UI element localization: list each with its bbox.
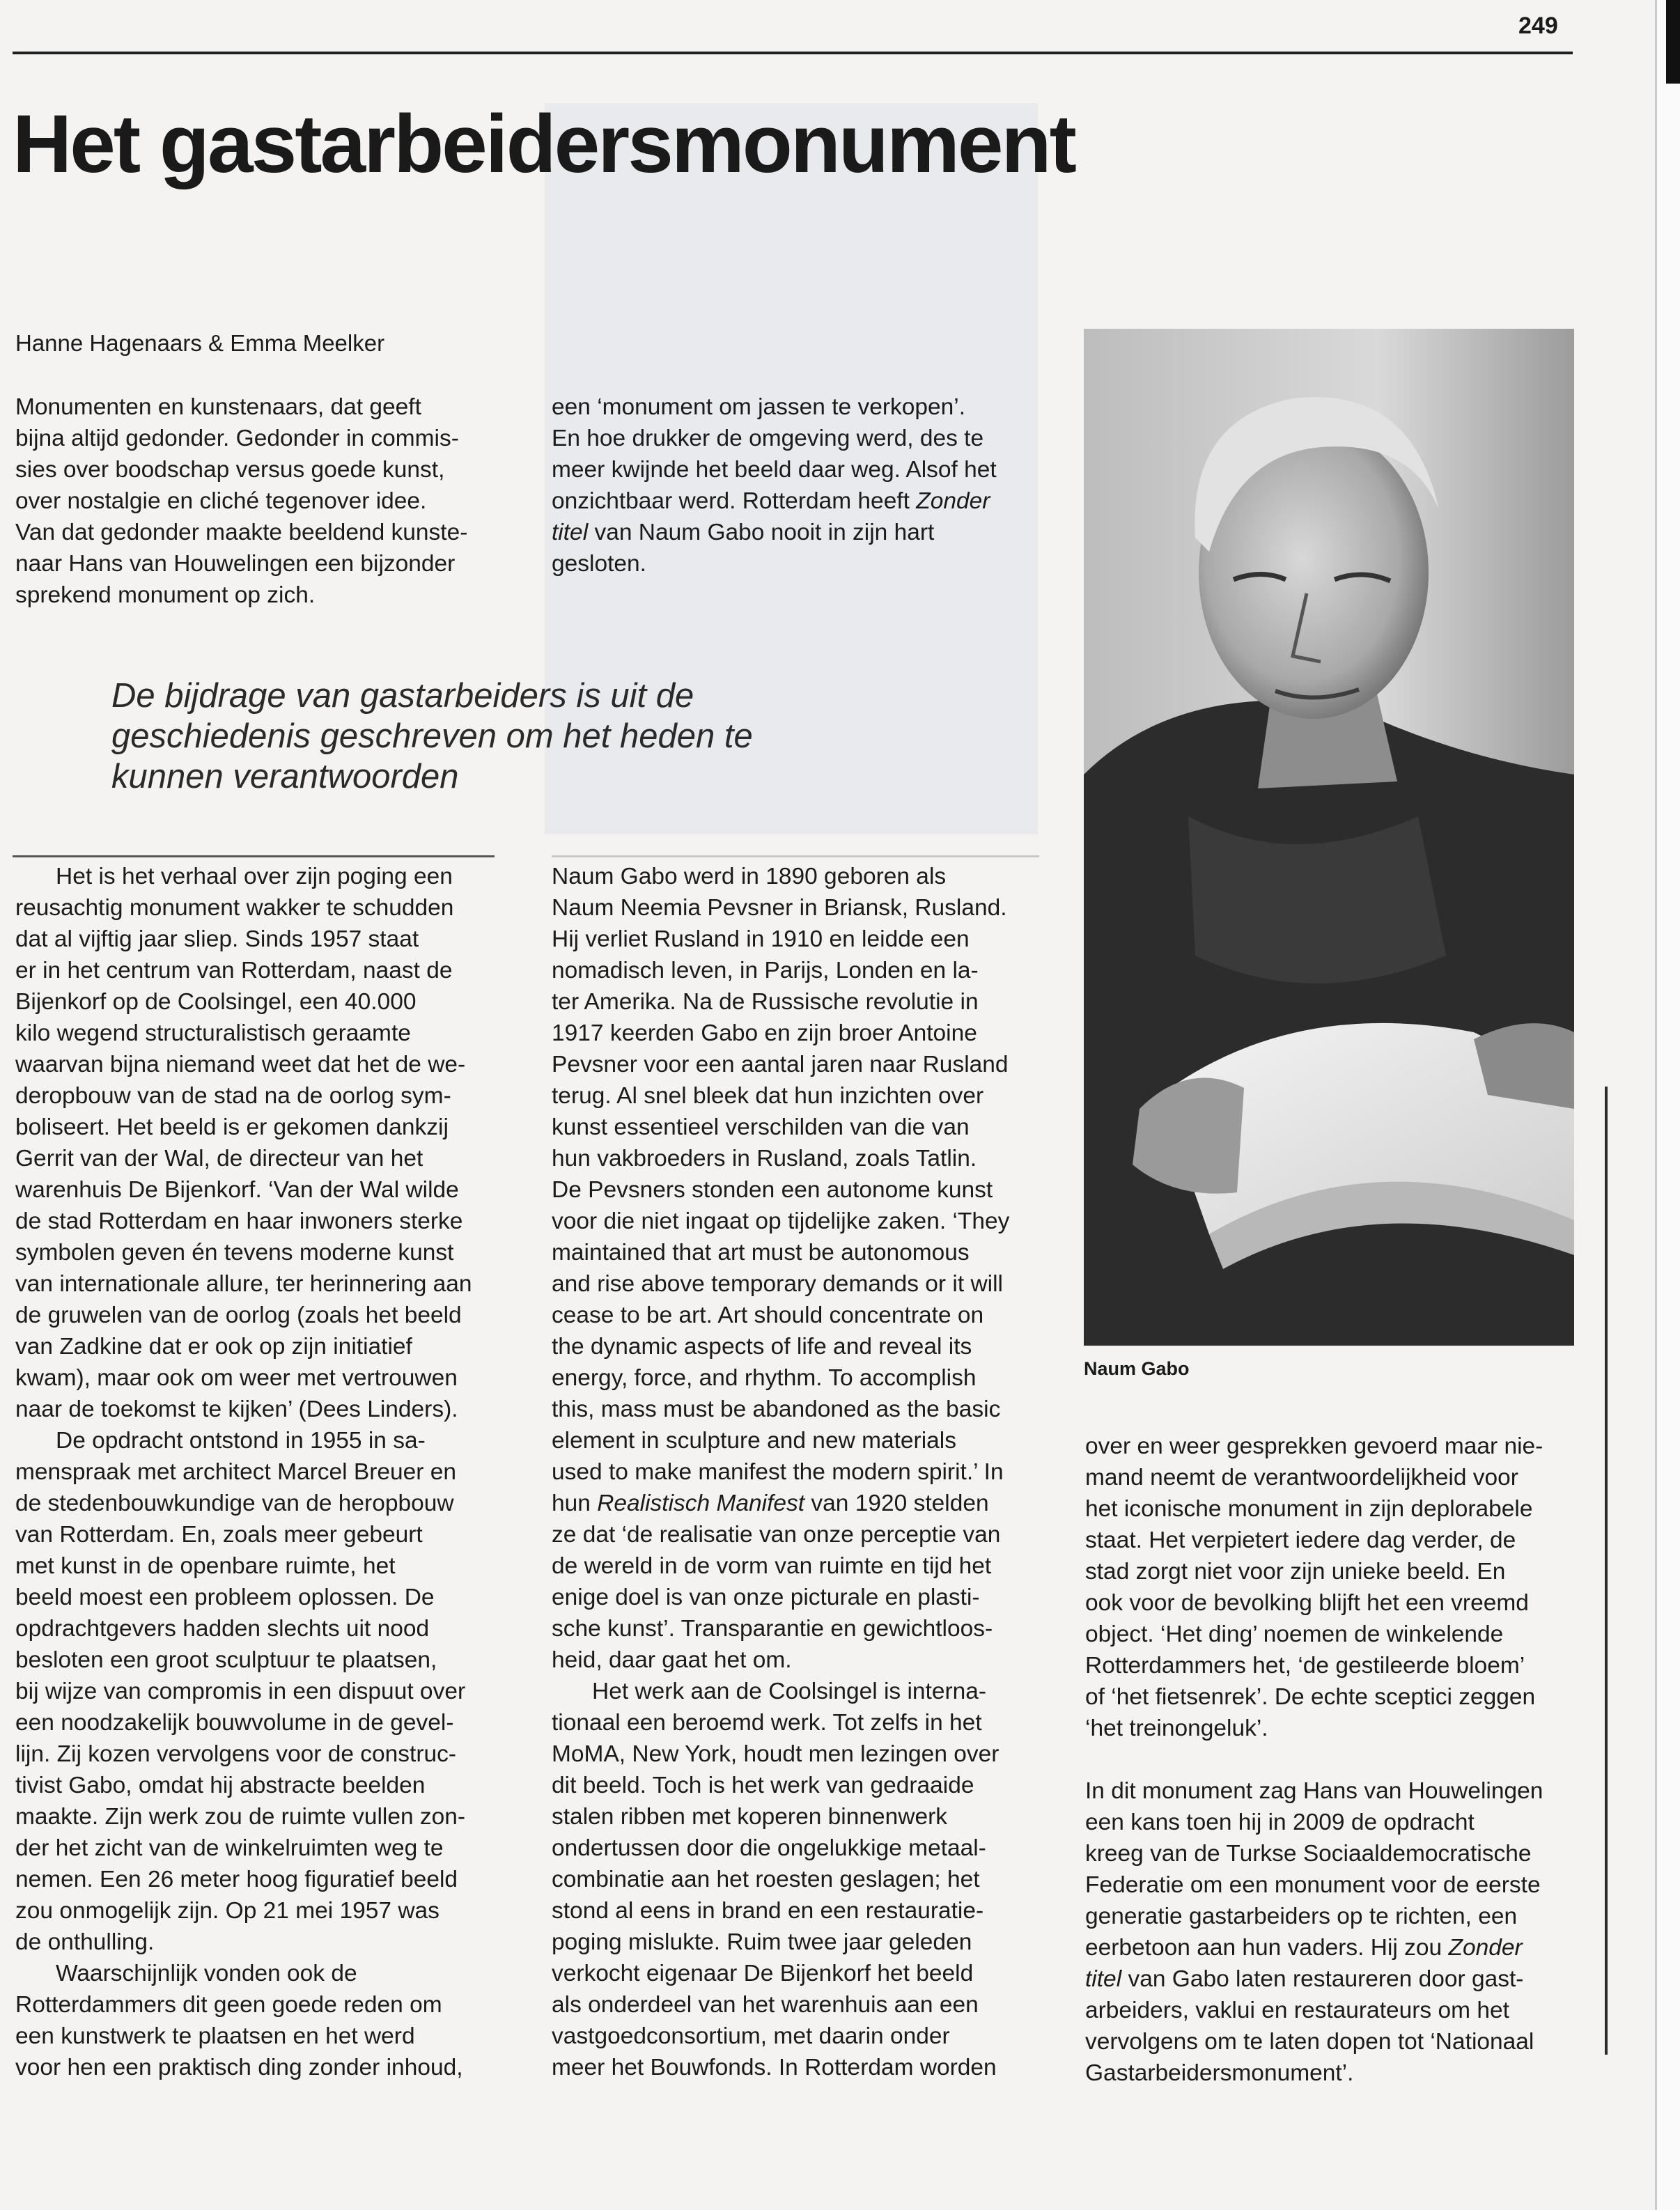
text-line: ook voor de bevolking blijft het een vreemd (1085, 1590, 1529, 1616)
text-line: De opdracht ontstond in 1955 in sa- (56, 1428, 426, 1454)
body-column-2 (552, 861, 1039, 2083)
text-line: nomadisch leven, in Parijs, Londen en la- (552, 958, 979, 983)
work-title-italic: Zonder (916, 488, 990, 514)
pull-quote-line: kunnen verantwoorden (111, 758, 459, 795)
text-line: arbeiders, vaklui en restaurateurs om het (1085, 1998, 1509, 2023)
text-line: eerbetoon aan hun vaders. (1085, 1935, 1364, 1961)
text-line: een kunstwerk te plaatsen en het werd (15, 2023, 415, 2049)
section-rule (13, 855, 495, 857)
text-line: de gruwelen van de oorlog (zoals het beeld (15, 1302, 462, 1328)
article-title: Het gastarbeidersmonument (13, 98, 1075, 190)
scan-corner (1666, 0, 1680, 84)
article-authors: Hanne Hagenaars & Emma Meelker (15, 330, 385, 356)
text-line: Het is het verhaal over zijn poging een (56, 864, 453, 889)
text-line: hun (552, 1491, 591, 1516)
text-line: voor die niet ingaat op tijdelijke zaken. ‘They (552, 1208, 1010, 1234)
text-line: cease to be art. Art should concentrate on (552, 1302, 984, 1328)
text-line: kunst essentieel verschilden van die van (552, 1114, 970, 1140)
intro-line: onzichtbaar werd. Rotterdam heeft (552, 488, 910, 514)
text-line: besloten een groot sculptuur te plaatsen, (15, 1647, 437, 1673)
intro-line: sprekend monument op zich. (15, 582, 316, 608)
text-line: ter Amerika. Na de Russische revolutie in (552, 989, 979, 1015)
paragraph (15, 1425, 501, 1958)
text-line: Waarschijnlijk vonden ook de (56, 1961, 357, 1986)
pull-quote-line: geschiedenis geschreven om het heden te (111, 717, 753, 755)
text-line: In dit monument zag Hans van Houwelingen (1085, 1778, 1543, 1804)
text-line: ze dat ‘de realisatie van onze perceptie van (552, 1522, 1001, 1548)
text-line: vastgoedconsortium, met daarin onder (552, 2023, 950, 2049)
text-line: over en weer gesprekken gevoerd maar nie- (1085, 1433, 1543, 1459)
text-line: element in sculpture and new materials (552, 1428, 956, 1454)
body-column-1 (15, 861, 501, 2083)
text-line: kwam), maar ook om weer met vertrouwen (15, 1365, 458, 1391)
text-line: staat. Het verpietert iedere dag verder, de (1085, 1527, 1516, 1553)
text-line: Gerrit van der Wal, de directeur van het (15, 1146, 423, 1172)
text-line: warenhuis De Bijenkorf. ‘Van der Wal wilde (15, 1177, 459, 1203)
text-line: terug. Al snel bleek dat hun inzichten over (552, 1083, 984, 1109)
text-line: Pevsner voor een aantal jaren naar Rusland (552, 1052, 1009, 1077)
text-line: poging mislukte. Ruim twee jaar geleden (552, 1929, 972, 1955)
text-line: van Zadkine dat er ook op zijn initiatief (15, 1334, 412, 1360)
text-line: Naum Neemia Pevsner in Briansk, Rusland. (552, 895, 1007, 921)
text-line: voor hen een praktisch ding zonder inhoud, (15, 2055, 463, 2080)
text-line: sche kunst’. Transparantie en gewichtloos- (552, 1616, 993, 1642)
intro-line: meer kwijnde het beeld daar weg. Alsof het (552, 457, 997, 483)
text-line: used to make manifest the modern spirit.’ In (552, 1459, 1004, 1485)
text-line: kilo wegend structuralistisch geraamte (15, 1020, 411, 1046)
paragraph (1085, 1775, 1573, 2089)
intro-line: een ‘monument om jassen te verkopen’. (552, 394, 966, 420)
text-line: MoMA, New York, houdt men lezingen over (552, 1741, 1000, 1767)
text-line: waarvan bijna niemand weet dat het de we- (15, 1052, 466, 1077)
intro-line: naar Hans van Houwelingen een bijzonder (15, 551, 456, 577)
text-line: vervolgens om te laten dopen tot ‘Nationaal (1085, 2029, 1534, 2055)
text-line: een noodzakelijk bouwvolume in de gevel- (15, 1710, 454, 1736)
scan-edge (1655, 0, 1680, 2210)
text-line: dat al vijftig jaar sliep. Sinds 1957 staat (15, 926, 419, 952)
text-line: de wereld in de vorm van ruimte en tijd het (552, 1553, 992, 1579)
text-line: tivist Gabo, omdat hij abstracte beelden (15, 1773, 426, 1798)
text-line: tionaal een beroemd werk. Tot zelfs in het (552, 1710, 982, 1736)
text-line: stond al eens in brand en een restauratie- (552, 1898, 984, 1924)
text-line: met kunst in de openbare ruimte, het (15, 1553, 396, 1579)
pull-quote-line: De bijdrage van gastarbeiders is uit de (111, 677, 694, 715)
text-line: er in het centrum van Rotterdam, naast de (15, 958, 453, 983)
text-line: deropbouw van de stad na de oorlog sym- (15, 1083, 451, 1109)
text-line: als onderdeel van het warenhuis aan een (552, 1992, 979, 2018)
text-line: combinatie aan het roesten geslagen; het (552, 1867, 980, 1892)
text-line: van Rotterdam. En, zoals meer gebeurt (15, 1522, 423, 1548)
photo-caption: Naum Gabo (1084, 1358, 1190, 1379)
text-line: een kans toen hij in 2009 de opdracht (1085, 1810, 1475, 1835)
text-line: meer het Bouwfonds. In Rotterdam worden (552, 2055, 997, 2080)
text-line: ‘het treinongeluk’. (1085, 1715, 1268, 1741)
body-column-3 (1085, 1431, 1573, 2089)
text-line: maintained that art must be autonomous (552, 1240, 970, 1266)
intro-line: gesloten. (552, 551, 646, 577)
text-line: generatie gastarbeiders op te richten, een (1085, 1904, 1518, 1929)
text-line: maakte. Zijn werk zou de ruimte vullen zon- (15, 1804, 466, 1830)
intro-line: En hoe drukker de omgeving werd, des te (552, 426, 984, 451)
text-line: bij wijze van compromis in een dispuut over (15, 1679, 466, 1704)
text-line: the dynamic aspects of life and reveal its (552, 1334, 972, 1360)
text-line: menspraak met architect Marcel Breuer en (15, 1459, 457, 1485)
text-line: nemen. Een 26 meter hoog figuratief beeld (15, 1867, 458, 1892)
text-line: Rotterdammers dit geen goede reden om (15, 1992, 442, 2018)
text-line: zou onmogelijk zijn. Op 21 mei 1957 was (15, 1898, 440, 1924)
text-line: het iconische monument in zijn deplorabele (1085, 1496, 1533, 1522)
text-line: energy, force, and rhythm. To accomplish (552, 1365, 977, 1391)
text-line: hun vakbroeders in Rusland, zoals Tatlin. (552, 1146, 977, 1172)
text-line: this, mass must be abandoned as the basic (552, 1396, 1001, 1422)
text-line: beeld moest een probleem oplossen. De (15, 1585, 435, 1610)
paragraph (552, 861, 1039, 1676)
text-line: boliseert. Het beeld is er gekomen dankzij (15, 1114, 449, 1140)
work-title-italic: Realistisch Manifest (597, 1491, 805, 1516)
text-line: van Gabo laten restaureren door gast- (1128, 1966, 1524, 1992)
text-line: mand neemt de verantwoordelijkheid voor (1085, 1465, 1518, 1491)
text-line: dit beeld. Toch is het werk van gedraaide (552, 1773, 974, 1798)
text-line: De Pevsners stonden een autonome kunst (552, 1177, 993, 1203)
text-line: 1917 keerden Gabo en zijn broer Antoine (552, 1020, 977, 1046)
text-line: van internationale allure, ter herinnering aan (15, 1271, 472, 1297)
text-line: object. ‘Het ding’ noemen de winkelende (1085, 1621, 1504, 1647)
work-title-italic: titel (552, 520, 589, 545)
text-line: Bijenkorf op de Coolsingel, een 40.000 (15, 989, 417, 1015)
text-line: kreeg van de Turkse Sociaaldemocratische (1085, 1841, 1532, 1867)
text-line: de stad Rotterdam en haar inwoners sterke (15, 1208, 463, 1234)
text-line: Rotterdammers het, ‘de gestileerde bloem’ (1085, 1653, 1525, 1679)
text-line: reusachtig monument wakker te schudden (15, 895, 454, 921)
intro-column-1 (15, 391, 517, 611)
intro-line: Monumenten en kunstenaars, dat geeft (15, 394, 421, 420)
intro-line: over nostalgie en cliché tegenover idee. (15, 488, 427, 514)
text-line: de onthulling. (15, 1929, 155, 1955)
paragraph (552, 1676, 1039, 2083)
top-rule (13, 52, 1573, 54)
text-line: lijn. Zij kozen vervolgens voor de construc- (15, 1741, 457, 1767)
text-line: and rise above temporary demands or it will (552, 1271, 1003, 1297)
intro-line: bijna altijd gedonder. Gedonder in commis- (15, 426, 459, 451)
section-rule-light (552, 855, 1039, 857)
work-title-italic: titel (1085, 1966, 1122, 1992)
text-line: opdrachtgevers hadden slechts uit nood (15, 1616, 430, 1642)
text-line: van 1920 stelden (811, 1491, 989, 1516)
text-line: stalen ribben met koperen binnenwerk (552, 1804, 947, 1830)
text-line: stad zorgt niet voor zijn unieke beeld. En (1085, 1559, 1506, 1585)
text-line: ondertussen door die ongelukkige metaal- (552, 1835, 986, 1861)
text-line: Gastarbeidersmonument’. (1085, 2060, 1354, 2086)
portrait-photo-naum-gabo (1084, 329, 1574, 1346)
text-line: Federatie om een monument voor de eerste (1085, 1872, 1541, 1898)
side-rule (1605, 1087, 1608, 2055)
text-line: Hij zou (1370, 1935, 1442, 1961)
text-line: Hij verliet Rusland in 1910 en leidde een (552, 926, 970, 952)
text-line: de stedenbouwkundige van de heropbouw (15, 1491, 454, 1516)
text-line: enige doel is van onze picturale en plasti- (552, 1585, 980, 1610)
pull-quote (111, 676, 933, 797)
intro-column-2 (552, 391, 1053, 579)
text-line: naar de toekomst te kijken’ (Dees Linders). (15, 1396, 458, 1422)
text-line: of ‘het fietsenrek’. De echte sceptici zeggen (1085, 1684, 1536, 1710)
text-line: Naum Gabo werd in 1890 geboren als (552, 864, 947, 889)
intro-line: van Naum Gabo nooit in zijn hart (594, 520, 935, 545)
work-title-italic: Zonder (1448, 1935, 1523, 1961)
intro-line: Van dat gedonder maakte beeldend kunste- (15, 520, 468, 545)
intro-line: sies over boodschap versus goede kunst, (15, 457, 445, 483)
text-line: symbolen geven én tevens moderne kunst (15, 1240, 454, 1266)
paragraph (15, 861, 501, 1425)
paragraph (1085, 1431, 1573, 1744)
text-line: der het zicht van de winkelruimten weg te (15, 1835, 444, 1861)
page-number: 249 (1518, 13, 1558, 39)
paragraph (15, 1958, 501, 2083)
text-line: heid, daar gaat het om. (552, 1647, 792, 1673)
text-line: verkocht eigenaar De Bijenkorf het beeld (552, 1961, 974, 1986)
text-line: Het werk aan de Coolsingel is interna- (592, 1679, 987, 1704)
